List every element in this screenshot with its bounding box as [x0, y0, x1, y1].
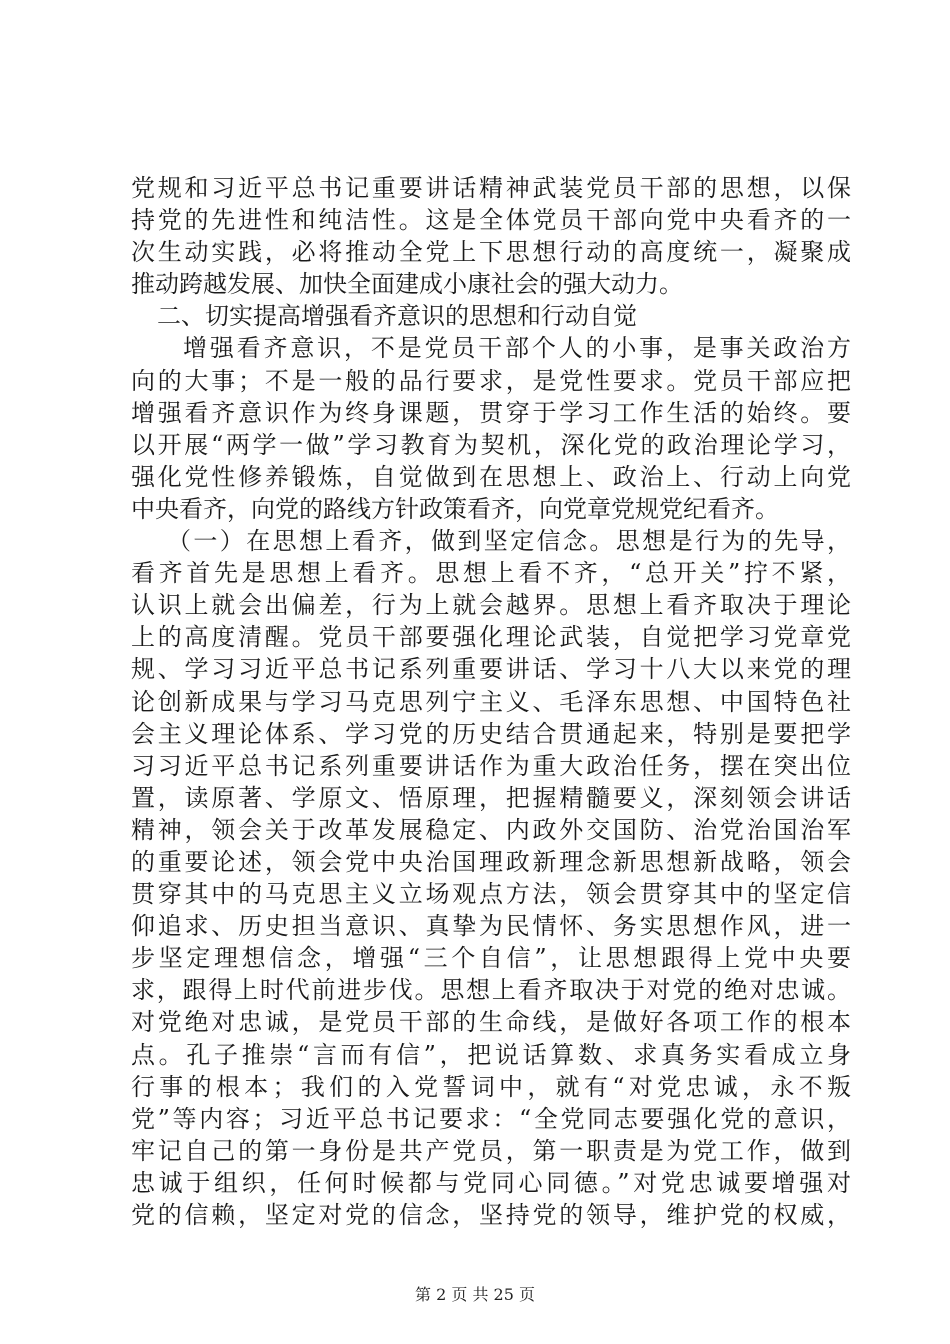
text-line: 牢记自己的第一身份是共产党员，第一职责是为党工作，做到: [131, 1136, 851, 1165]
text-line: 行事的根本；我们的入党誓词中，就有“对党忠诚，永不叛: [131, 1072, 851, 1101]
text-line: 强化党性修养锻炼，自觉做到在思想上、政治上、行动上向党: [131, 462, 851, 491]
text-line: 对党绝对忠诚，是党员干部的生命线，是做好各项工作的根本: [131, 1008, 851, 1037]
text-line: 贯穿其中的马克思主义立场观点方法，领会贯穿其中的坚定信: [131, 880, 851, 909]
subsection-heading: （一）在思想上看齐，做到坚定信念。思想是行为的先导，: [167, 527, 851, 556]
text-line: 仰追求、历史担当意识、真挚为民情怀、务实思想作风，进一: [131, 912, 851, 941]
text-line: 党的信赖，坚定对党的信念，坚持党的领导，维护党的权威，: [131, 1201, 851, 1229]
body-text: [131, 172, 851, 1231]
text-line: 党规和习近平总书记重要讲话精神武装党员干部的思想，以保: [131, 174, 851, 202]
text-line: 习习近平总书记系列重要讲话作为重大政治任务，摆在突出位: [131, 751, 851, 780]
text-line: 论创新成果与学习马克思列宁主义、毛泽东思想、中国特色社: [131, 687, 851, 716]
text-line: 的重要论述，领会党中央治国理政新理念新思想新战略，领会: [131, 847, 851, 876]
text-line: 以开展“两学一做”学习教育为契机，深化党的政治理论学习，: [131, 430, 851, 459]
text-line: 规、学习习近平总书记系列重要讲话、学习十八大以来党的理: [131, 655, 851, 684]
page-number-footer: 第 2 页 共 25 页: [415, 1285, 535, 1304]
text-line: 置，读原著、学原文、悟原理，把握精髓要义，深刻领会讲话: [131, 783, 851, 812]
text-line: 看齐首先是思想上看齐。思想上看不齐，“总开关”拧不紧，: [131, 559, 851, 588]
text-line: 点。孔子推崇“言而有信”，把说话算数、求真务实看成立身: [131, 1040, 851, 1069]
text-line: 次生动实践，必将推动全党上下思想行动的高度统一，凝聚成: [131, 238, 851, 267]
text-line: 认识上就会出偏差，行为上就会越界。思想上看齐取决于理论: [131, 591, 851, 620]
section-heading: 二、切实提高增强看齐意识的思想和行动自觉: [157, 302, 637, 331]
text-line: 增强看齐意识作为终身课题，贯穿于学习工作生活的始终。要: [131, 398, 851, 427]
text-line: 持党的先进性和纯洁性。这是全体党员干部向党中央看齐的一: [131, 206, 851, 235]
text-line: 中央看齐，向党的路线方针政策看齐，向党章党规党纪看齐。: [131, 494, 779, 523]
text-line: 忠诚于组织，任何时候都与党同心同德。”对党忠诚要增强对: [131, 1168, 851, 1197]
text-line: 会主义理论体系、学习党的历史结合贯通起来，特别是要把学: [131, 719, 851, 748]
text-line: 向的大事；不是一般的品行要求，是党性要求。党员干部应把: [131, 366, 851, 395]
text-line: 推动跨越发展、加快全面建成小康社会的强大动力。: [131, 270, 683, 299]
text-line: 上的高度清醒。党员干部要强化理论武装，自觉把学习党章党: [131, 623, 851, 652]
text-line: 步坚定理想信念，增强“三个自信”，让思想跟得上党中央要: [131, 944, 851, 973]
text-line: 增强看齐意识，不是党员干部个人的小事，是事关政治方: [183, 334, 851, 363]
text-line: 党”等内容；习近平总书记要求：“全党同志要强化党的意识，: [131, 1104, 851, 1133]
text-line: 精神，领会关于改革发展稳定、内政外交国防、治党治国治军: [131, 815, 851, 844]
text-line: 求，跟得上时代前进步伐。思想上看齐取决于对党的绝对忠诚。: [131, 976, 851, 1005]
